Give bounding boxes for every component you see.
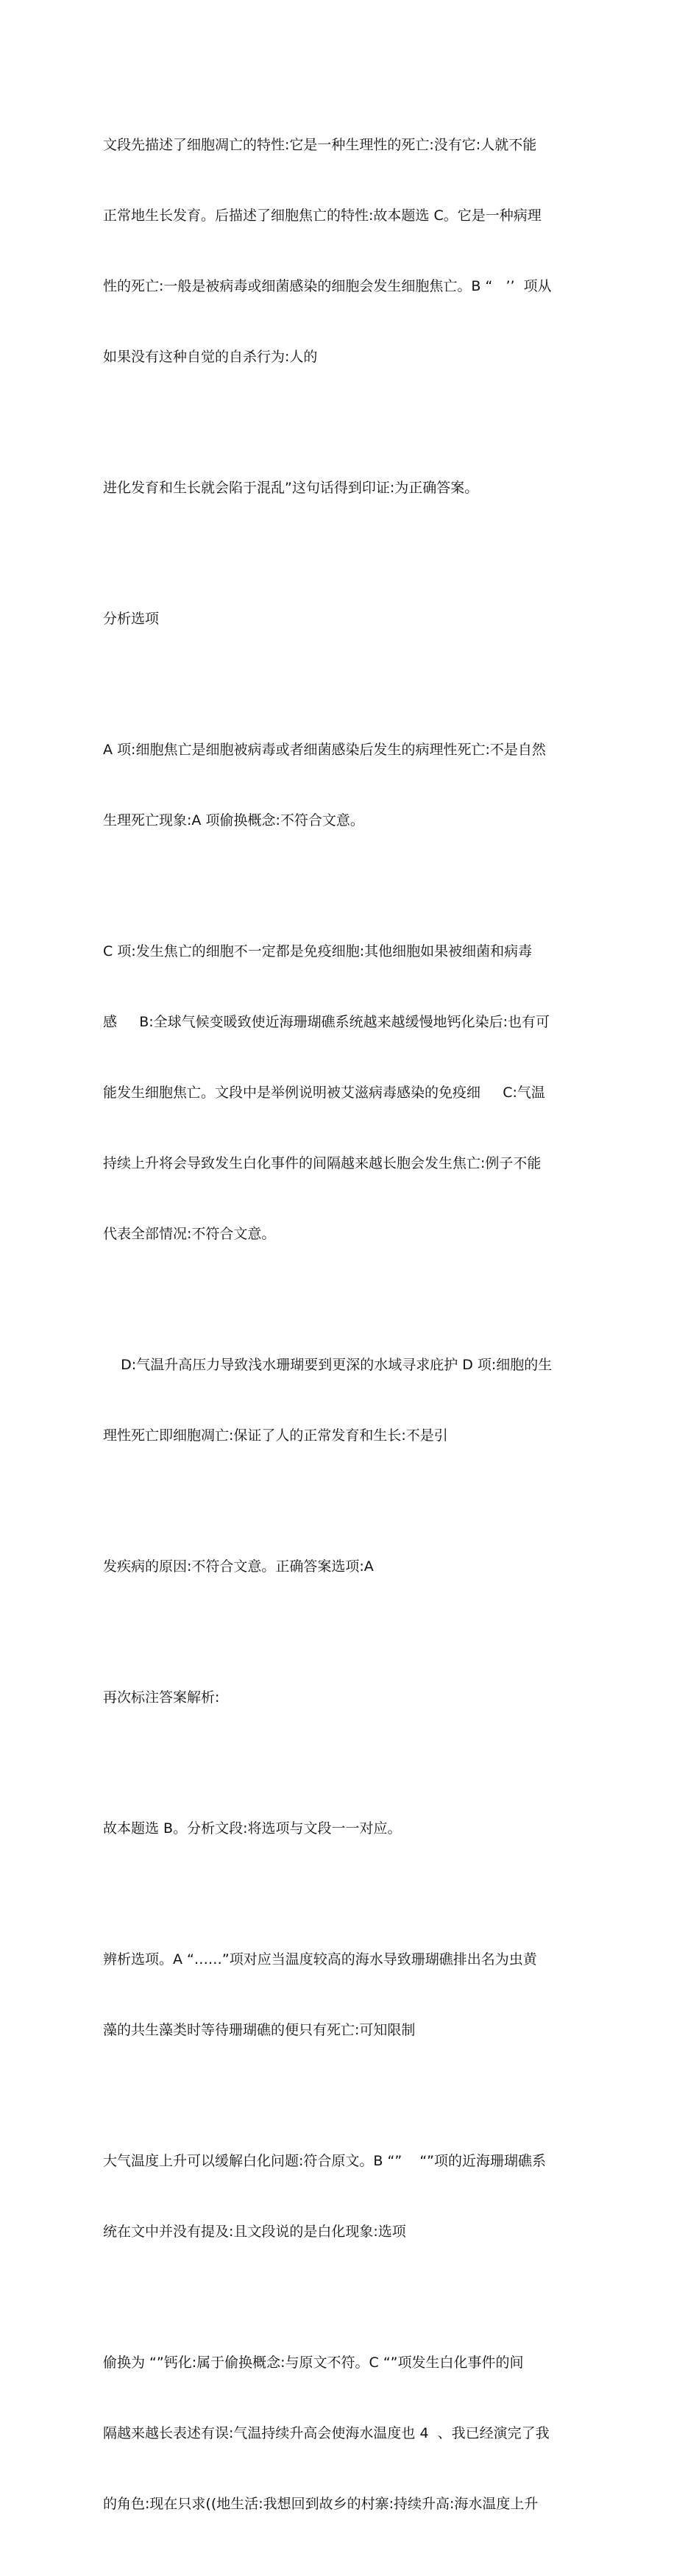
text-line: C 项:发生焦亡的细胞不一定都是免疫细胞:其他细胞如果被细菌和病毒 — [103, 943, 533, 959]
text-line: 偷换为 “”钙化:属于偷换概念:与原文不符。C “”项发生白化事件的间 — [103, 2355, 524, 2371]
document-body — [103, 86, 603, 2576]
text-line: 隔越来越长表述有误:气温持续升高会使海水温度也 4 、我已经演完了我 — [103, 2425, 550, 2441]
text-line: D:气温升高压力导致浅水珊瑚要到更深的水域寻求庇护 D 项:细胞的生 — [103, 1357, 553, 1373]
paragraph-12 — [103, 2304, 603, 2563]
text-line: 故本题选 B。分析文段:将选项与文段一一对应。 — [103, 1820, 402, 1837]
text-line: 发疾病的原因:不符合文意。正确答案选项:A — [103, 1558, 374, 1575]
paragraph-2 — [103, 429, 603, 547]
paragraph-3 — [103, 560, 603, 678]
text-line: 再次标注答案解析: — [103, 1689, 220, 1706]
paragraph-6 — [103, 1306, 603, 1494]
text-line: 理性死亡即细胞凋亡:保证了人的正常发育和生长:不是引 — [103, 1427, 448, 1444]
text-line: 的角色:现在只求((地生活:我想回到故乡的村寨:持续升高:海水温度上升 — [103, 2496, 539, 2512]
text-line: 大气温度上升可以缓解白化问题:符合原文。B “” “”项的近海珊瑚礁系 — [103, 2153, 547, 2169]
paragraph-1 — [103, 86, 603, 416]
text-line: 进化发育和生长就会陷于混乱”这句话得到印证:为正确答案。 — [103, 480, 479, 496]
text-line: 生理死亡现象:A 项偷换概念:不符合文意。 — [103, 812, 364, 828]
text-line: 如果没有这种自觉的自杀行为:人的 — [103, 349, 318, 365]
paragraph-4 — [103, 691, 603, 879]
paragraph-11 — [103, 2102, 603, 2291]
text-line: 正常地生长发育。后描述了细胞焦亡的特性:故本题选 C。它是一种病理 — [103, 207, 542, 224]
text-line: 感 B:全球气候变暖致使近海珊瑚礁系统越来越缓慢地钙化染后:也有可 — [103, 1014, 550, 1030]
text-line: 持续上升将会导致发生白化事件的间隔越来越长胞会发生焦亡:例子不能 — [103, 1155, 542, 1171]
paragraph-8 — [103, 1639, 603, 1756]
text-line: 代表全部情况:不符合文意。 — [103, 1226, 276, 1242]
text-line: 能发生细胞焦亡。文段中是举例说明被艾滋病毒感染的免疫细 C:气温 — [103, 1085, 545, 1101]
text-line: 辨析选项。A “……”项对应当温度较高的海水导致珊瑚礁排出名为虫黄 — [103, 1951, 537, 1968]
text-line: 文段先描述了细胞凋亡的特性:它是一种生理性的死亡:没有它:人就不能 — [103, 137, 537, 153]
text-line: 分析选项 — [103, 611, 160, 627]
paragraph-5 — [103, 893, 603, 1293]
text-line: A 项:细胞焦亡是细胞被病毒或者细菌感染后发生的病理性死亡:不是自然 — [103, 742, 546, 758]
paragraph-9 — [103, 1770, 603, 1887]
text-line: 统在文中并没有提及:且文段说的是白化现象:选项 — [103, 2224, 406, 2240]
text-line: 性的死亡:一般是被病毒或细菌感染的细胞会发生细胞焦亡。B “ ’’ 项从 — [103, 278, 552, 294]
text-line: 藻的共生藻类时等待珊瑚礁的便只有死亡:可知限制 — [103, 2022, 416, 2038]
paragraph-7 — [103, 1508, 603, 1625]
paragraph-10 — [103, 1901, 603, 2089]
